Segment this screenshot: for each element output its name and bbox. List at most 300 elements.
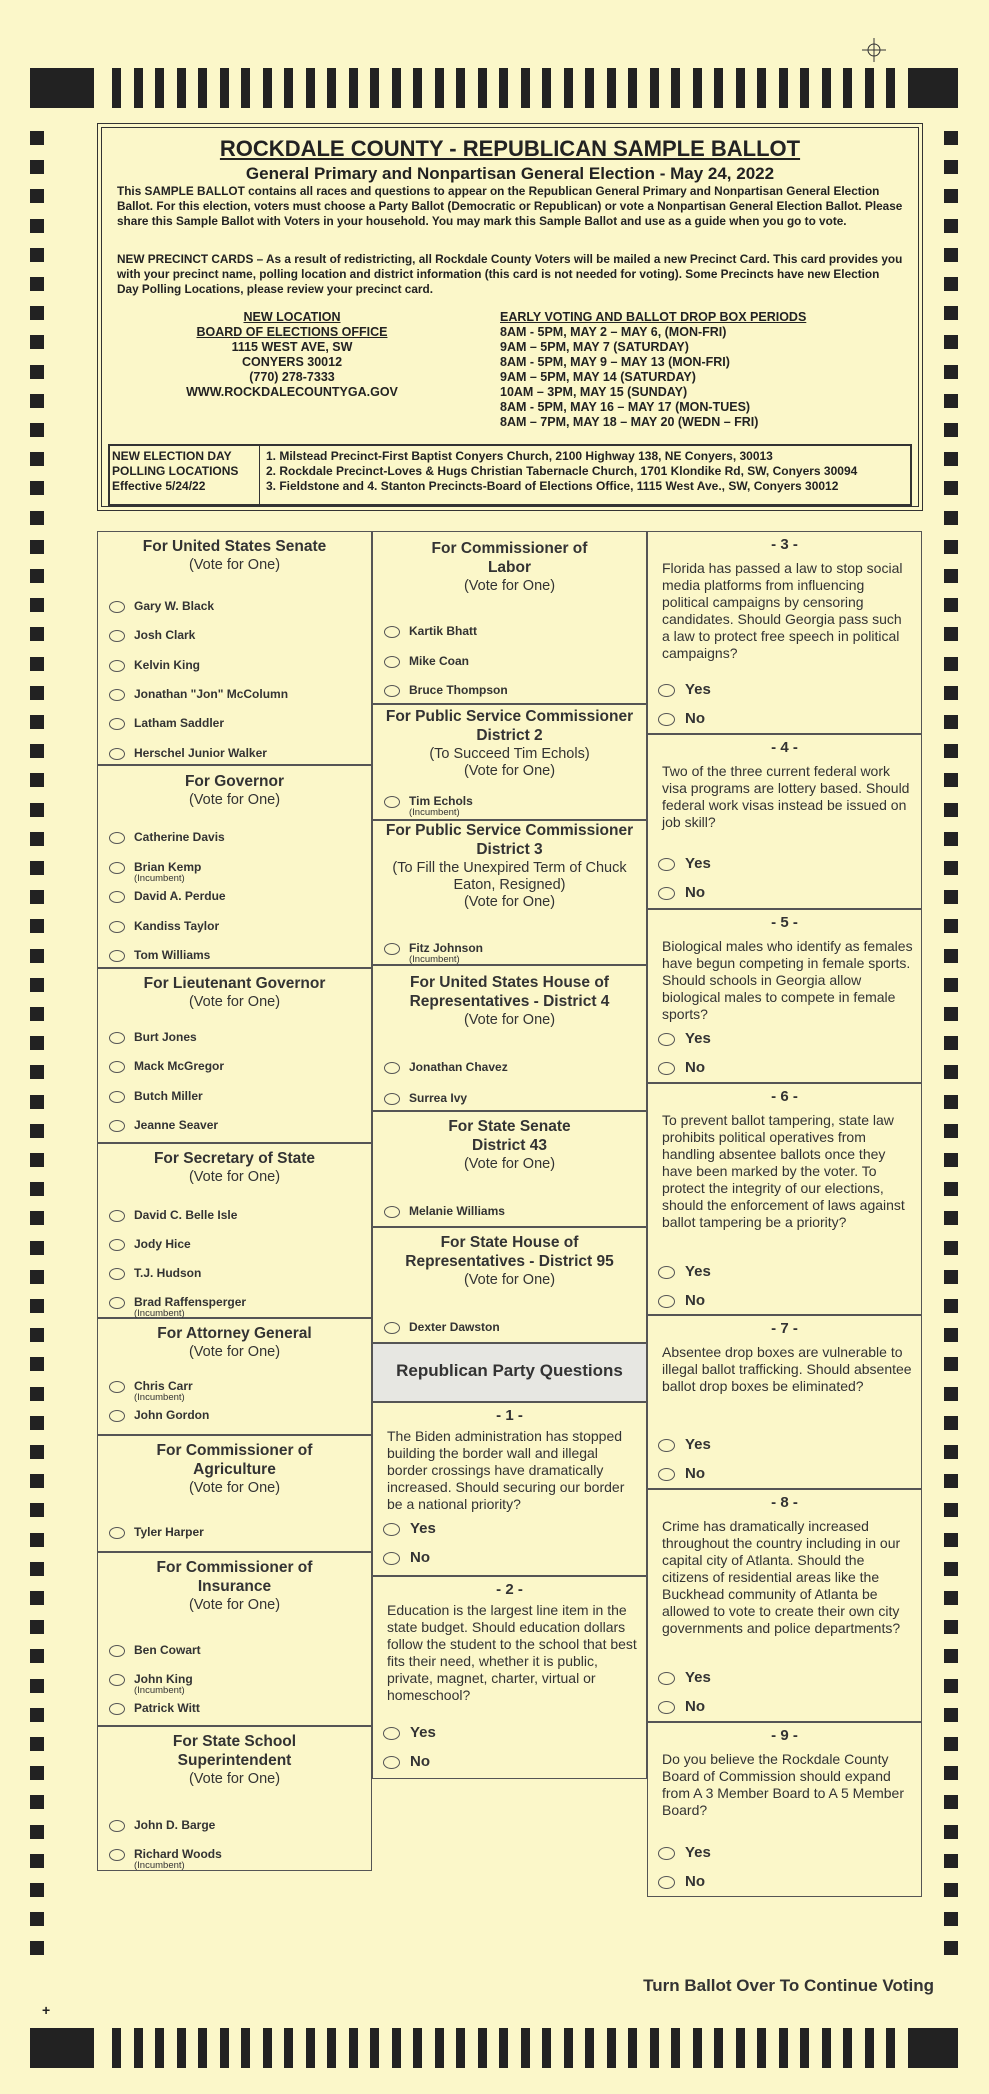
race-subtitle: (Vote for One): [188, 1344, 281, 1360]
candidate-oval[interactable]: [384, 1322, 400, 1334]
timing-mark: [800, 68, 809, 108]
timing-mark: [628, 68, 637, 108]
candidate-oval[interactable]: [384, 943, 400, 955]
candidate-name: Brian Kemp: [134, 860, 202, 874]
timing-mark: [134, 2028, 143, 2068]
timing-mark: [671, 2028, 680, 2068]
incumbent-label: (Incumbent): [134, 1308, 185, 1319]
timing-mark: [693, 2028, 702, 2068]
side-timing-mark: [944, 540, 958, 554]
side-timing-mark: [944, 511, 958, 525]
no-label: No: [685, 1873, 705, 1890]
side-timing-mark: [30, 394, 44, 408]
candidate-oval[interactable]: [109, 748, 125, 760]
side-timing-mark: [30, 1912, 44, 1926]
timing-mark: [585, 2028, 594, 2068]
office-heading: BOARD OF ELECTIONS OFFICE: [196, 325, 388, 339]
candidate-oval[interactable]: [384, 656, 400, 668]
polling-location: 3. Fieldstone and 4. Stanton Precincts-Board of Elections Office, 1115 West Ave., SW, Conyers 30012: [266, 479, 839, 493]
side-timing-mark: [30, 1007, 44, 1021]
race-box: [372, 1227, 647, 1343]
candidate-oval[interactable]: [109, 1032, 125, 1044]
candidate-oval[interactable]: [109, 1120, 125, 1132]
side-timing-mark: [944, 1620, 958, 1634]
timing-mark: [886, 68, 895, 108]
no-label: No: [410, 1753, 430, 1770]
race-title: Superintendent: [177, 1752, 292, 1769]
candidate-oval[interactable]: [109, 832, 125, 844]
no-oval[interactable]: [658, 887, 675, 900]
side-timing-mark: [944, 598, 958, 612]
side-timing-mark: [30, 1270, 44, 1284]
candidate-oval[interactable]: [109, 718, 125, 730]
candidate-oval[interactable]: [384, 685, 400, 697]
side-timing-mark: [30, 744, 44, 758]
side-timing-mark: [944, 1854, 958, 1868]
ballot-header: [97, 123, 923, 511]
side-timing-mark: [944, 1387, 958, 1401]
side-timing-mark: [30, 1241, 44, 1255]
candidate-name: Kandiss Taylor: [134, 919, 220, 933]
office-location: [162, 310, 422, 400]
timing-mark: [822, 2028, 831, 2068]
side-timing-mark: [30, 686, 44, 700]
location-heading: NEW LOCATION: [243, 310, 341, 324]
office-website: WWW.ROCKDALECOUNTYGA.GOV: [186, 385, 398, 399]
timing-mark: [241, 68, 250, 108]
question-box: [647, 909, 922, 1083]
candidate-name: Latham Saddler: [134, 716, 225, 730]
timing-mark: [650, 2028, 659, 2068]
race-title: For Public Service Commissioner: [385, 708, 634, 725]
side-timing-mark: [944, 1328, 958, 1342]
candidate-name: David A. Perdue: [134, 889, 226, 903]
side-timing-mark: [944, 481, 958, 495]
question-text: To prevent ballot tampering, state law prohibits political operatives from handling absentee ballots once they have been marked by the voter. To protect the integrity of our elections, should the enforcement of laws against ballot tampering be a priority?: [662, 1112, 905, 1230]
question-box: [647, 1722, 922, 1897]
polling-list: [266, 449, 906, 494]
candidate-oval[interactable]: [384, 1062, 400, 1074]
question-box: [647, 531, 922, 734]
side-timing-mark: [30, 1737, 44, 1751]
side-timing-mark: [944, 365, 958, 379]
yes-oval[interactable]: [658, 858, 675, 871]
candidate-name: Ben Cowart: [134, 1643, 201, 1657]
side-timing-mark: [30, 657, 44, 671]
question-box: [647, 1489, 922, 1722]
candidate-oval[interactable]: [109, 1410, 125, 1422]
candidate-oval[interactable]: [109, 1297, 125, 1309]
timing-mark: [306, 2028, 315, 2068]
party-questions-title: Republican Party Questions: [396, 1361, 623, 1380]
early-voting-period: 9AM – 5PM, MAY 14 (SATURDAY): [500, 370, 696, 384]
yes-label: Yes: [685, 1436, 711, 1453]
side-timing-mark: [30, 832, 44, 846]
timing-mark: [886, 2028, 895, 2068]
race-title: For Secretary of State: [153, 1150, 316, 1167]
candidate-name: Herschel Junior Walker: [134, 746, 267, 760]
side-timing-mark: [30, 978, 44, 992]
side-timing-mark: [944, 1241, 958, 1255]
candidate-oval[interactable]: [109, 1268, 125, 1280]
question-text: Crime has dramatically increased throughout the country including in our capital city of Atlanta. Should the citizens of residential areas like the Buckhead community of Atlanta be allowed to vote to create their own city governments and police departments?: [662, 1518, 901, 1636]
side-timing-mark: [30, 861, 44, 875]
side-timing-mark: [944, 423, 958, 437]
race-box: [372, 1111, 647, 1227]
candidate-name: Bruce Thompson: [409, 683, 508, 697]
registration-mark-top: [862, 38, 886, 62]
side-timing-mark: [944, 1357, 958, 1371]
timing-mark: [413, 2028, 422, 2068]
question-number: - 7 -: [771, 1320, 798, 1337]
candidate-oval[interactable]: [109, 891, 125, 903]
side-timing-mark: [30, 131, 44, 145]
yes-label: Yes: [410, 1724, 436, 1741]
race-box: [97, 1318, 372, 1435]
side-timing-mark: [30, 219, 44, 233]
candidate-oval[interactable]: [109, 1061, 125, 1073]
side-timing-mark: [944, 1124, 958, 1138]
race-title: For United States House of: [410, 974, 609, 991]
question-text: Absentee drop boxes are vulnerable to illegal ballot trafficking. Should absentee ballot drop boxes be eliminated?: [662, 1344, 912, 1394]
side-timing-mark: [944, 1474, 958, 1488]
timing-mark: [478, 2028, 487, 2068]
party-questions-header: [372, 1343, 647, 1402]
yes-label: Yes: [685, 681, 711, 698]
race-title: For Commissioner of: [431, 540, 588, 557]
timing-mark: [198, 68, 207, 108]
yes-label: Yes: [685, 1844, 711, 1861]
candidate-oval[interactable]: [109, 630, 125, 642]
side-timing-mark: [30, 1679, 44, 1693]
race-box: [97, 1435, 372, 1552]
side-timing-mark: [944, 1153, 958, 1167]
race-title: For State Senate: [448, 1118, 571, 1135]
race-title: For Attorney General: [157, 1325, 312, 1342]
no-oval[interactable]: [658, 1876, 675, 1889]
no-oval[interactable]: [658, 1062, 675, 1075]
side-timing-mark: [30, 949, 44, 963]
no-label: No: [685, 1465, 705, 1482]
side-timing-mark: [30, 1211, 44, 1225]
race-title: Labor: [487, 559, 532, 576]
candidate-oval[interactable]: [109, 1849, 125, 1861]
timing-mark: [499, 68, 508, 108]
candidate-name: Kelvin King: [134, 658, 201, 672]
candidate-name: Jeanne Seaver: [134, 1118, 219, 1132]
side-timing-mark: [944, 1270, 958, 1284]
timing-mark: [650, 68, 659, 108]
office-address: 1115 WEST AVE, SW: [231, 340, 353, 354]
timing-mark: [607, 2028, 616, 2068]
incumbent-label: (Incumbent): [409, 807, 460, 818]
side-timing-mark: [944, 394, 958, 408]
candidate-name: Surrea Ivy: [409, 1091, 468, 1105]
timing-mark: [30, 2028, 94, 2068]
yes-oval[interactable]: [383, 1727, 400, 1740]
race-title: For Commissioner of: [156, 1442, 313, 1459]
timing-mark: [349, 2028, 358, 2068]
race-title: District 43: [472, 1137, 547, 1154]
side-timing-mark: [944, 1825, 958, 1839]
timing-mark: [865, 2028, 874, 2068]
yes-label: Yes: [685, 1263, 711, 1280]
candidate-oval[interactable]: [109, 1645, 125, 1657]
timing-marks-bottom: [30, 2028, 958, 2068]
timing-mark: [263, 68, 272, 108]
candidate-oval[interactable]: [109, 950, 125, 962]
timing-mark: [916, 68, 958, 108]
timing-mark: [736, 2028, 745, 2068]
candidate-oval[interactable]: [109, 1239, 125, 1251]
side-timing-mark: [944, 890, 958, 904]
side-timing-mark: [944, 1649, 958, 1663]
polling-label-line: NEW ELECTION DAY: [112, 449, 232, 463]
timing-mark: [757, 68, 766, 108]
side-timing-mark: [30, 1591, 44, 1605]
side-timing-mark: [30, 1795, 44, 1809]
timing-mark: [779, 2028, 788, 2068]
no-label: No: [685, 1292, 705, 1309]
side-timing-mark: [30, 1357, 44, 1371]
side-timing-mark: [30, 277, 44, 291]
yes-oval[interactable]: [658, 1033, 675, 1046]
timing-mark: [392, 2028, 401, 2068]
candidate-oval[interactable]: [109, 1210, 125, 1222]
timing-mark: [327, 68, 336, 108]
side-timing-mark: [944, 1912, 958, 1926]
timing-mark: [671, 68, 680, 108]
side-timing-mark: [944, 657, 958, 671]
side-timing-mark: [30, 1387, 44, 1401]
timing-mark: [843, 68, 852, 108]
candidate-oval[interactable]: [109, 921, 125, 933]
side-timing-mark: [944, 1941, 958, 1955]
timing-mark: [800, 2028, 809, 2068]
race-title: For United States Senate: [142, 538, 327, 555]
yes-oval[interactable]: [658, 1266, 675, 1279]
timing-mark: [284, 2028, 293, 2068]
candidate-oval[interactable]: [109, 1674, 125, 1686]
timing-mark: [327, 2028, 336, 2068]
yes-oval[interactable]: [658, 1439, 675, 1452]
candidate-oval[interactable]: [109, 1091, 125, 1103]
timing-mark: [435, 2028, 444, 2068]
candidate-oval[interactable]: [109, 1527, 125, 1539]
candidate-name: Jody Hice: [134, 1237, 191, 1251]
question-text: Two of the three current federal work visa programs are lottery based. Should federal work visas instead be issued on job skill?: [662, 763, 910, 830]
timing-mark: [155, 2028, 164, 2068]
race-title: District 2: [476, 727, 543, 744]
side-timing-mark: [30, 1883, 44, 1897]
timing-mark: [693, 68, 702, 108]
side-timing-mark: [30, 919, 44, 933]
race-title: For Commissioner of: [156, 1559, 313, 1576]
question-number: - 5 -: [771, 914, 798, 931]
early-voting-period: 8AM - 5PM, MAY 2 – MAY 6, (MON-FRI): [500, 325, 727, 339]
no-label: No: [685, 884, 705, 901]
race-box: [372, 704, 647, 820]
no-oval[interactable]: [383, 1552, 400, 1565]
race-title: Representatives - District 95: [405, 1253, 614, 1270]
side-timing-mark: [944, 1182, 958, 1196]
timing-mark: [585, 68, 594, 108]
candidate-name: Tyler Harper: [134, 1525, 204, 1539]
side-timing-mark: [30, 715, 44, 729]
yes-oval[interactable]: [658, 1672, 675, 1685]
question-number: - 8 -: [771, 1494, 798, 1511]
candidate-name: Jonathan Chavez: [409, 1060, 508, 1074]
candidate-oval[interactable]: [109, 660, 125, 672]
side-timing-mark: [30, 1562, 44, 1576]
candidate-name: Burt Jones: [134, 1030, 197, 1044]
candidate-oval[interactable]: [109, 1820, 125, 1832]
side-timing-mark: [944, 306, 958, 320]
side-timing-mark: [944, 1211, 958, 1225]
polling-location: 2. Rockdale Precinct-Loves & Hugs Christian Tabernacle Church, 1701 Klondike Rd, SW, Conyers 30094: [266, 464, 858, 478]
candidate-oval[interactable]: [109, 1381, 125, 1393]
timing-mark: [478, 68, 487, 108]
side-timing-mark: [30, 1708, 44, 1722]
race-subtitle: (Vote for One): [463, 1012, 556, 1028]
candidate-name: Tom Williams: [134, 948, 211, 962]
timing-mark: [456, 68, 465, 108]
timing-mark: [521, 2028, 530, 2068]
office-city: CONYERS 30012: [241, 355, 343, 369]
race-title: Representatives - District 4: [409, 993, 610, 1010]
candidate-oval[interactable]: [109, 601, 125, 613]
question-number: - 9 -: [771, 1727, 798, 1744]
no-oval[interactable]: [658, 1701, 675, 1714]
side-timing-mark: [30, 1065, 44, 1079]
polling-label-line: Effective 5/24/22: [112, 479, 206, 493]
race-subtitle: (Vote for One): [463, 763, 556, 779]
timing-mark: [542, 68, 551, 108]
side-timing-mark: [30, 1036, 44, 1050]
timing-mark: [843, 2028, 852, 2068]
question-box: [372, 1576, 647, 1779]
candidate-oval[interactable]: [109, 689, 125, 701]
candidate-oval[interactable]: [109, 862, 125, 874]
side-timing-mark: [30, 627, 44, 641]
candidate-name: Fitz Johnson: [409, 941, 483, 955]
timing-mark: [916, 2028, 958, 2068]
race-title: For Governor: [184, 773, 285, 790]
candidate-name: Brad Raffensperger: [134, 1295, 247, 1309]
question-number: - 6 -: [771, 1088, 798, 1105]
side-timing-mark: [944, 1679, 958, 1693]
race-subtitle: (To Succeed Tim Echols): [429, 746, 590, 762]
timing-mark: [306, 68, 315, 108]
race-box: [97, 531, 372, 765]
race-subtitle: Eaton, Resigned): [453, 877, 566, 893]
side-timing-mark: [944, 1737, 958, 1751]
ballot-subtitle: General Primary and Nonpartisan General Election - May 24, 2022: [245, 164, 775, 183]
side-timing-mark: [944, 1503, 958, 1517]
candidate-oval[interactable]: [384, 1093, 400, 1105]
polling-locations-box: [108, 444, 912, 506]
no-oval[interactable]: [658, 713, 675, 726]
race-box: [97, 1552, 372, 1726]
side-timing-mark: [944, 1416, 958, 1430]
candidate-name: Kartik Bhatt: [409, 624, 478, 638]
candidate-name: David C. Belle Isle: [134, 1208, 238, 1222]
side-timing-mark: [944, 1007, 958, 1021]
no-oval[interactable]: [658, 1295, 675, 1308]
timing-mark: [564, 2028, 573, 2068]
turn-over-notice: Turn Ballot Over To Continue Voting: [643, 1976, 934, 1995]
no-oval[interactable]: [658, 1468, 675, 1481]
race-title: Agriculture: [193, 1461, 276, 1478]
side-timing-mark: [30, 160, 44, 174]
yes-label: Yes: [410, 1520, 436, 1537]
race-subtitle: (Vote for One): [188, 1169, 281, 1185]
side-timing-mark: [30, 1153, 44, 1167]
race-box: [97, 1726, 372, 1871]
candidate-name: T.J. Hudson: [134, 1266, 202, 1280]
side-timing-mark: [944, 160, 958, 174]
candidate-oval[interactable]: [109, 1703, 125, 1715]
side-timing-mark: [30, 335, 44, 349]
race-subtitle: (Vote for One): [188, 1597, 281, 1613]
side-timing-mark: [30, 1474, 44, 1488]
timing-mark: [220, 68, 229, 108]
race-title: For State House of: [440, 1234, 579, 1251]
question-number: - 2 -: [496, 1581, 523, 1598]
candidate-name: Richard Woods: [134, 1847, 222, 1861]
candidate-oval[interactable]: [384, 1206, 400, 1218]
incumbent-label: (Incumbent): [134, 1685, 185, 1696]
timing-mark: [30, 68, 94, 108]
side-timing-mark: [944, 803, 958, 817]
side-timing-mark: [30, 365, 44, 379]
side-timing-mark: [944, 1795, 958, 1809]
side-timing-mark: [944, 1036, 958, 1050]
question-text: The Biden administration has stopped building the border wall and illegal border crossings have dramatically increased. Should securing our border be a national priority?: [387, 1428, 625, 1512]
race-subtitle: (Vote for One): [463, 1272, 556, 1288]
candidate-name: John King: [134, 1672, 193, 1686]
yes-label: Yes: [685, 1669, 711, 1686]
no-oval[interactable]: [383, 1756, 400, 1769]
side-timing-mark: [30, 803, 44, 817]
timing-mark: [779, 68, 788, 108]
yes-oval[interactable]: [658, 1847, 675, 1860]
yes-oval[interactable]: [658, 684, 675, 697]
side-timing-mark: [30, 1095, 44, 1109]
race-box: [372, 820, 647, 965]
timing-mark: [349, 68, 358, 108]
candidate-oval[interactable]: [384, 626, 400, 638]
timing-mark: [220, 2028, 229, 2068]
side-timing-mark: [944, 1095, 958, 1109]
side-timing-mark: [944, 1562, 958, 1576]
side-timing-mark: [30, 890, 44, 904]
side-timing-mark: [944, 335, 958, 349]
ballot-title: ROCKDALE COUNTY - REPUBLICAN SAMPLE BALLOT: [219, 136, 801, 161]
timing-mark: [284, 68, 293, 108]
side-timing-mark: [30, 1299, 44, 1313]
question-number: - 1 -: [496, 1407, 523, 1424]
side-timing-mark: [30, 1124, 44, 1138]
candidate-name: Jonathan "Jon" McColumn: [134, 687, 289, 701]
candidate-oval[interactable]: [384, 796, 400, 808]
side-timing-mark: [30, 569, 44, 583]
no-label: No: [410, 1549, 430, 1566]
early-voting-period: 8AM - 5PM, MAY 9 – MAY 13 (MON-FRI): [500, 355, 730, 369]
yes-oval[interactable]: [383, 1523, 400, 1536]
candidate-name: Chris Carr: [134, 1379, 193, 1393]
timing-mark: [865, 68, 874, 108]
